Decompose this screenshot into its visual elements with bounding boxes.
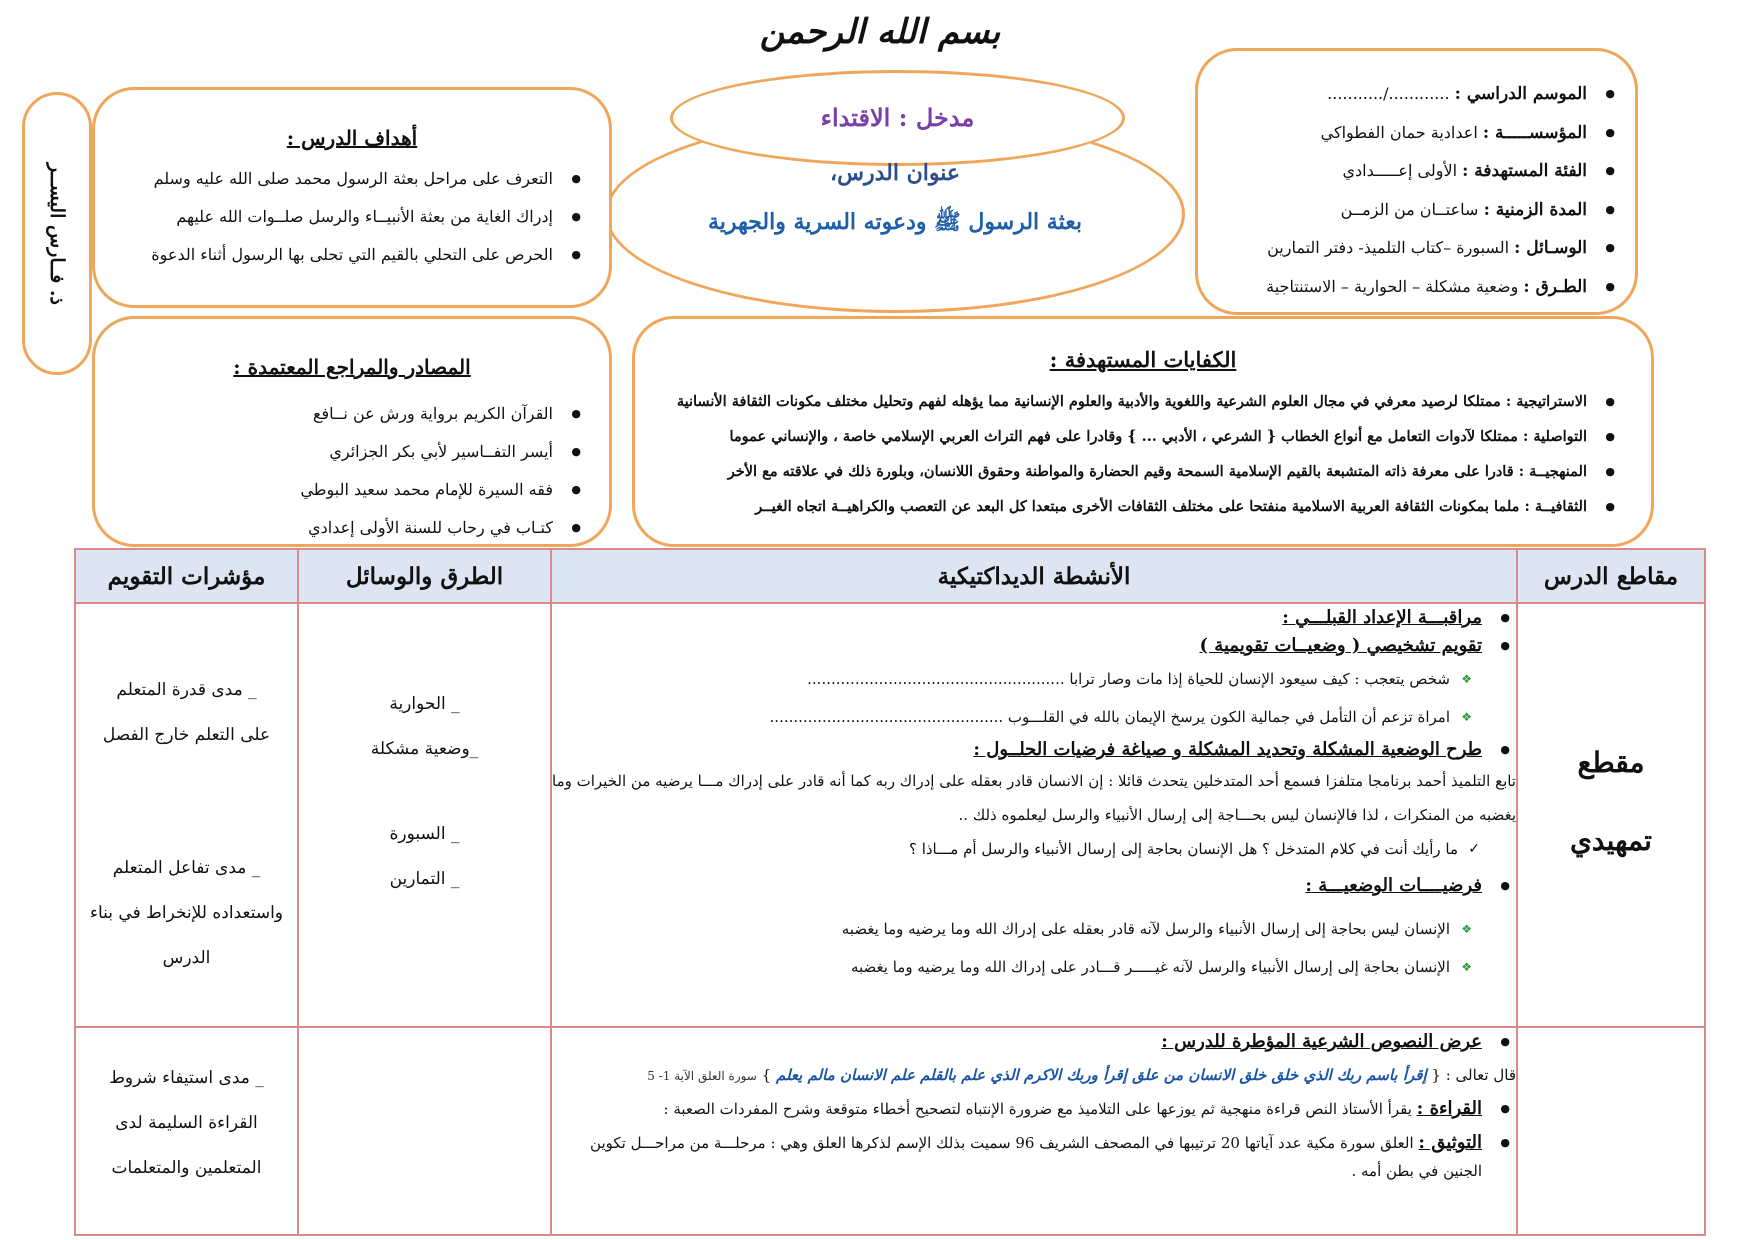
diagnostic-item: ❖ شخص يتعجب : كيف سيعود الإنسان للحياة إذا مات وصار ترابا ...................................................... — [552, 660, 1516, 698]
objectives-title: أهداف الدرس : — [286, 126, 418, 150]
lesson-title-label: عنوان الدرس، — [829, 160, 960, 186]
table-header-row — [75, 549, 1705, 603]
documentation-label: التوثيق : — [1418, 1132, 1482, 1153]
objectives-box — [92, 87, 612, 308]
source-item: ● القرآن الكريم برواية ورش عن نــافع — [95, 395, 587, 433]
method-line: _ التمارين — [389, 869, 460, 889]
diagnostic-item: ❖ امراة تزعم أن التأمل في جمالية الكون يرسخ الإيمان بالله في القلـــوب ................................................. — [552, 698, 1516, 736]
quran-verse — [552, 1056, 1516, 1095]
segment-cell — [1517, 1027, 1705, 1235]
problem-situation-text: تابع التلميذ أحمد برنامجا متلفزا فسمع أحد المتدخلين يتحدث قائلا : إن الانسان قادر بعقله على إدراك ربه كما أنه قادر على إدراك مـــا يرضيه من الخيرات وما يغضبه من المنكرات ، لذا فالإنسان ليس بحـــاجة إلى إرسال الأنبياء والرسل ليعلموه ذلك .. — [552, 772, 1516, 824]
sources-title: المصادر والمراجع المعتمدة : — [233, 355, 471, 379]
reading-text: يقرأ الأستاذ النص قراءة منهجية ثم يوزعها على التلاميذ مع ضرورة الإنتباه لتصحيح أخطاء متوقعة وشرح المفردات الصعبة : — [663, 1100, 1412, 1118]
quran-intro: قال تعالى : { — [1431, 1066, 1516, 1084]
evaluation-cell — [75, 1027, 298, 1235]
segment-cell — [1517, 603, 1705, 1027]
method-line: _ الحوارية — [389, 694, 460, 714]
activity-heading: مراقبـــة الإعداد القبلـــي : — [1282, 607, 1482, 628]
objective-item: ● التعرف على مراحل بعثة الرسول محمد صلى الله عليه وسلم — [95, 160, 587, 198]
info-item: ● المؤسســـــة : اعدادية حمان الفطواكي — [1198, 114, 1621, 153]
activities-cell — [551, 1027, 1517, 1235]
source-item: ● كتـاب في رحاب للسنة الأولى إعدادي — [95, 509, 587, 547]
header-activities: الأنشطة الديداكتيكية — [551, 549, 1517, 603]
info-item: ● الموسم الدراسي : ............/........... — [1198, 75, 1621, 114]
activity-heading: تقويم تشخيصي ( وضعيــات تقويمية ) — [1199, 635, 1482, 656]
evaluation-line: على التعلم خارج الفصل — [102, 725, 271, 745]
lesson-info-box — [1195, 48, 1638, 315]
competency-item: ● الاستراتيجية : ممتلكا لرصيد معرفي في مجال العلوم الشرعية واللغوية والأدبية والعلوم الإنسانية مما يؤهله لفهم وتحليل مختلف مكونات الثقافة الأنسانية — [635, 384, 1621, 419]
evaluation-line: واستعداده للإنخراط في بناء — [89, 903, 284, 923]
evaluation-line: _ مدى قدرة المتعلم — [116, 680, 257, 700]
header-segments: مقاطع الدرس — [1517, 549, 1705, 603]
reading-label: القراءة : — [1416, 1098, 1482, 1119]
objective-item: ● الحرص على التحلي بالقيم التي تحلى بها الرسول أثناء الدعوة — [95, 236, 587, 274]
activities-cell — [551, 603, 1517, 1027]
source-item: ● فقه السيرة للإمام محمد سعيد البوطي — [95, 471, 587, 509]
basmala-header: بسم الله الرحمن — [759, 12, 1001, 52]
table-row — [75, 1027, 1705, 1235]
sources-box — [92, 316, 612, 547]
evaluation-line: _ مدى تفاعل المتعلم — [112, 858, 261, 878]
methods-cell — [298, 603, 551, 1027]
lesson-title: بعثة الرسول ﷺ ودعوته السرية والجهرية — [708, 209, 1082, 235]
problem-question: ✓ ما رأيك أنت في كلام المتدخل ؟ هل الإنسان بحاجة إلى إرسال الأنبياء والرسل أم مـــاذا ؟ — [552, 832, 1516, 866]
objective-item: ● إدراك الغاية من بعثة الأنبيــاء والرسل صلــوات الله عليهم — [95, 198, 587, 236]
info-item: ● الطـرق : وضعية مشكلة – الحوارية – الاستنتاجية — [1198, 268, 1621, 307]
info-item: ● المدة الزمنية : ساعتــان من الزمــن — [1198, 191, 1621, 230]
evaluation-line: الدرس — [162, 948, 211, 968]
teacher-name: ذ. فــارس اليســر — [46, 162, 68, 305]
competency-item: ● المنهجيــة : قادرا على معرفة ذاته المتشبعة بالقيم الإسلامية السمحة وقيم الحضارة والمواطنة وحقوق اللانسان، وبلورة ذلك في علاقته مع الأخر — [635, 454, 1621, 489]
header-methods: الطرق والوسائل — [298, 549, 551, 603]
competencies-box — [632, 316, 1654, 547]
lesson-table — [74, 548, 1706, 1236]
evaluation-line: المتعلمين والمتعلمات — [111, 1158, 262, 1178]
competencies-title: الكفايات المستهدفة : — [1049, 347, 1237, 372]
segment-name — [1518, 604, 1704, 880]
method-line: _ السبورة — [389, 824, 460, 844]
evaluation-cell — [75, 603, 298, 1027]
entry-label: مدخل : الاقتداء — [820, 103, 975, 132]
method-line: _وضعية مشكلة — [370, 739, 479, 759]
activity-heading: عرض النصوص الشرعية المؤطرة للدرس : — [1161, 1031, 1482, 1052]
segment-word: مقطع — [1577, 746, 1645, 779]
info-item: ● الفئة المستهدفة : الأولى إعـــــدادي — [1198, 152, 1621, 191]
activity-heading: طرح الوضعية المشكلة وتحديد المشكلة و صياغة فرضيات الحلــول : — [973, 739, 1482, 760]
documentation-text: العلق سورة مكية عدد آياتها 20 ترتيبها في المصحف الشريف 96 سميت بذلك الإسم لذكرها العلق وهي : مرحلـــة من مراحـــل تكوين الجنين في بطن أمه . — [590, 1134, 1482, 1180]
segment-word: تمهيدي — [1570, 824, 1652, 857]
competency-item: ● الثقافيــة : ملما بمكونات الثقافة العربية الاسلامية منفتحا على مختلف الثقافات الأخرى مبتعدا كل البعد عن التعصب والكراهيــة اتجاه الغيــر — [635, 489, 1621, 524]
activity-heading: فرضيــــات الوضعيـــة : — [1305, 875, 1482, 896]
header-evaluation: مؤشرات التقويم — [75, 549, 298, 603]
quran-close: } — [761, 1066, 772, 1084]
info-item: ● الوسـائل : السبورة –كتاب التلميذ- دفتر التمارين — [1198, 229, 1621, 268]
source-item: ● أيسر التفــاسير لأبي بكر الجزائري — [95, 433, 587, 471]
quran-text: إقرأ باسم ربك الذي خلق خلق الانسان من علق إقرأ وربك الاكرم الذي علم بالقلم علم الانسان مالم يعلم — [775, 1066, 1427, 1084]
hypothesis-item: ❖ الإنسان ليس بحاجة إلى إرسال الأنبياء والرسل لآنه قادر بعقله على إدراك الله وما يرضيه وما يغضبه — [552, 910, 1516, 948]
evaluation-line: القراءة السليمة لدى — [115, 1113, 258, 1133]
teacher-name-box — [22, 92, 92, 375]
competency-item: ● التواصلية : ممتلكا لآدوات التعامل مع أنواع الخطاب { الشرعي ، الأدبي ... } وقادرا على فهم التراث العربي الإسلامي خاصة ، والإنساني عموما — [635, 419, 1621, 454]
table-row — [75, 603, 1705, 1027]
quran-reference: سورة العلق الآية 1- 5 — [647, 1069, 757, 1083]
hypothesis-item: ❖ الإنسان بحاجة إلى إرسال الأنبياء والرسل لآنه غيـــــر قـــادر على إدراك الله وما يرضيه وما يغضبه — [552, 948, 1516, 986]
methods-cell — [298, 1027, 551, 1235]
evaluation-line: _ مدى استيفاء شروط — [109, 1068, 264, 1088]
